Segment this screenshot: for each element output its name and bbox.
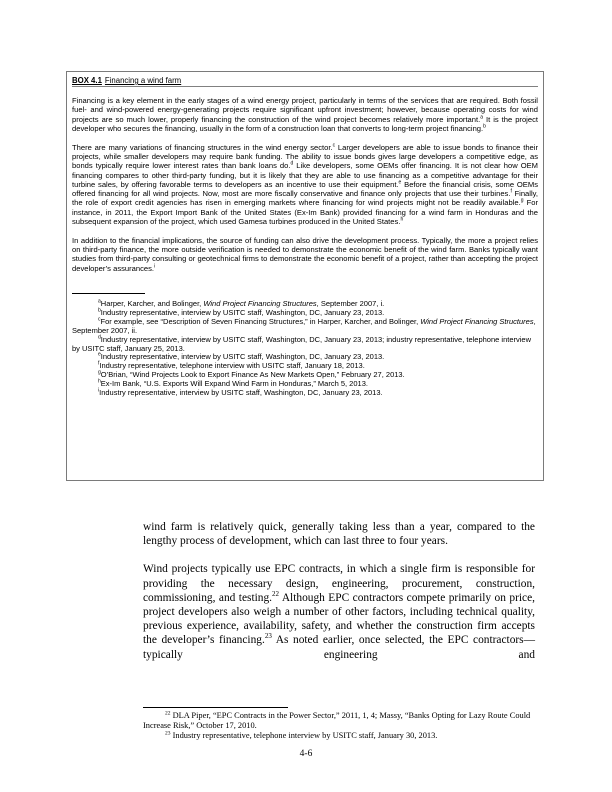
footnote-ref[interactable]: c: [332, 142, 336, 149]
box-paragraph: In addition to the financial implications, the source of funding can also drive the development process. Typically, the more a project relies on third-party finance, the more outside verification is needed to demonstrate the economic benefit of the wind farm. Banks typically want studies from third-party consulting or geotechnical firms to demonstrate the economic benefit of a project, rather than accepting the project developer’s assurances.$^i$: [72, 235, 538, 273]
box-title: [72, 76, 538, 87]
box-footnote: $^e$Industry representative, interview by USITC staff, Washington, DC, January 23, 2013.: [98, 351, 385, 362]
box-footnote: $^d$Industry representative, interview by USITC staff, Washington, DC, January 23, 2013; industry representative, telephone interview by USITC staff, January 25, 2013.: [72, 334, 531, 353]
body-paragraph: wind farm is relatively quick, generally taking less than a year, compared to the lengthy process of development, which can last three to four years.: [143, 521, 535, 548]
footnote-ref[interactable]: a: [480, 114, 483, 121]
box-footnote: $^c$For example, see “Description of Seven Financing Structures,” in Harper, Karcher, and Bolinger, Wind Project Financing Structures, September 2007, ii.: [72, 316, 536, 335]
box-paragraph: Financing is a key element in the early stages of a wind energy project, particularly in terms of the services that are required. Both fossil fuel- and wind-powered energy-generating projects require significant upfront investment; however, because operating costs for wind projects are so much lower, properly financing the construction of the wind project becomes relatively more important.$^a$ It is the project developer who secures the financing, usually in the form of a construction loan that converts to long-term project financing.$^b$: [72, 96, 538, 133]
box-label: BOX 4.1: [72, 76, 102, 85]
box-paragraph: There are many variations of financing structures in the wind energy sector.$^c$ Larger developers are able to issue bonds to finance their projects, while smaller developers may require bank funding. The ability to issue bonds gives large developers a competitive edge, as bonds typically require lower interest rates than bank loans do.$^d$ Like developers, some OEMs offer financing. It is not clear how OEM financing compares to other third-party funding, but it is likely that they are able to use financing as a competitive advantage for their turbine sales, by offering favorable terms to developers as an incentive to use their equipment.$^e$ Before the financial crisis, some OEMs offered financing for all wind projects. Now, most are more fiscally conservative and finance only projects that use their turbines.$^f$ Finally, the role of export credit agencies has risen in emerging markets where financing for wind projects might not be readily available.$^g$ For instance, in 2011, the Export Import Bank of the United States (Ex-Im Bank) provided financing for a wind farm in Honduras and the subsequent expansion of the project, which used Gamesa turbines produced in the United States.$^h$: [72, 142, 538, 227]
footnote-ref[interactable]: 23: [264, 632, 272, 641]
footnote-ref[interactable]: 22: [272, 589, 280, 598]
body-text: [143, 520, 535, 676]
box-footnote: $^f$Industry representative, telephone interview with USITC staff, January 18, 2013.: [98, 360, 365, 371]
body-paragraph: Wind projects typically use EPC contracts, in which a single firm is responsible for providing the necessary design, engineering, procurement, construction, commissioning, and testing.$^{22}$ Although EPC contractors compete primarily on price, project developers also weigh a number of other factors, including technical quality, previous experience, availability, safety, and whether the construction firm accepts the developer’s financing.$^{23}$ As noted earlier, once selected, the EPC contractors—typically engineering and: [143, 563, 536, 661]
page-number: 4-6: [299, 749, 313, 759]
footnote-ref[interactable]: h: [400, 216, 404, 223]
sidebar-box: [66, 71, 544, 481]
footnote-separator: [72, 293, 145, 294]
page-footnote: $^{23}$ Industry representative, telephone interview by USITC staff, January 30, 2013.: [165, 730, 438, 741]
box-footnote: $^b$Industry representative, interview by USITC staff, Washington, DC, January 23, 2013.: [98, 307, 385, 317]
box-footnote: $^h$Ex-Im Bank, “U.S. Exports Will Expand Wind Farm in Honduras,” March 5, 2013.: [98, 378, 368, 389]
footnote-separator: [143, 707, 288, 708]
footnote-ref[interactable]: d: [290, 160, 294, 167]
box-footnote: $^g$O’Brian, “Wind Projects Look to Export Finance As New Markets Open,” February 27, 2013.: [98, 369, 405, 380]
box-footnote: $^i$Industry representative, interview by USITC staff, Washington, DC, January 23, 2013.: [98, 387, 383, 398]
box-footnote: $^a$Harper, Karcher, and Bolinger, Wind Project Financing Structures, September 2007, i.: [98, 298, 385, 309]
footnote-ref[interactable]: g: [520, 197, 524, 204]
page-footnotes: [143, 711, 538, 742]
footnote-ref[interactable]: i: [154, 263, 156, 270]
footnote-ref[interactable]: f: [510, 188, 512, 195]
footnote-ref[interactable]: b: [483, 123, 486, 130]
footnote-ref[interactable]: e: [398, 179, 402, 186]
page-footnote: $^{22}$ DLA Piper, “EPC Contracts in the Power Sector,” 2011, 1, 4; Massy, “Banks Opting for Lazy Route Could Increase Risk,” October 17, 2010.: [143, 710, 531, 731]
box-heading: Financing a wind farm: [104, 76, 182, 85]
